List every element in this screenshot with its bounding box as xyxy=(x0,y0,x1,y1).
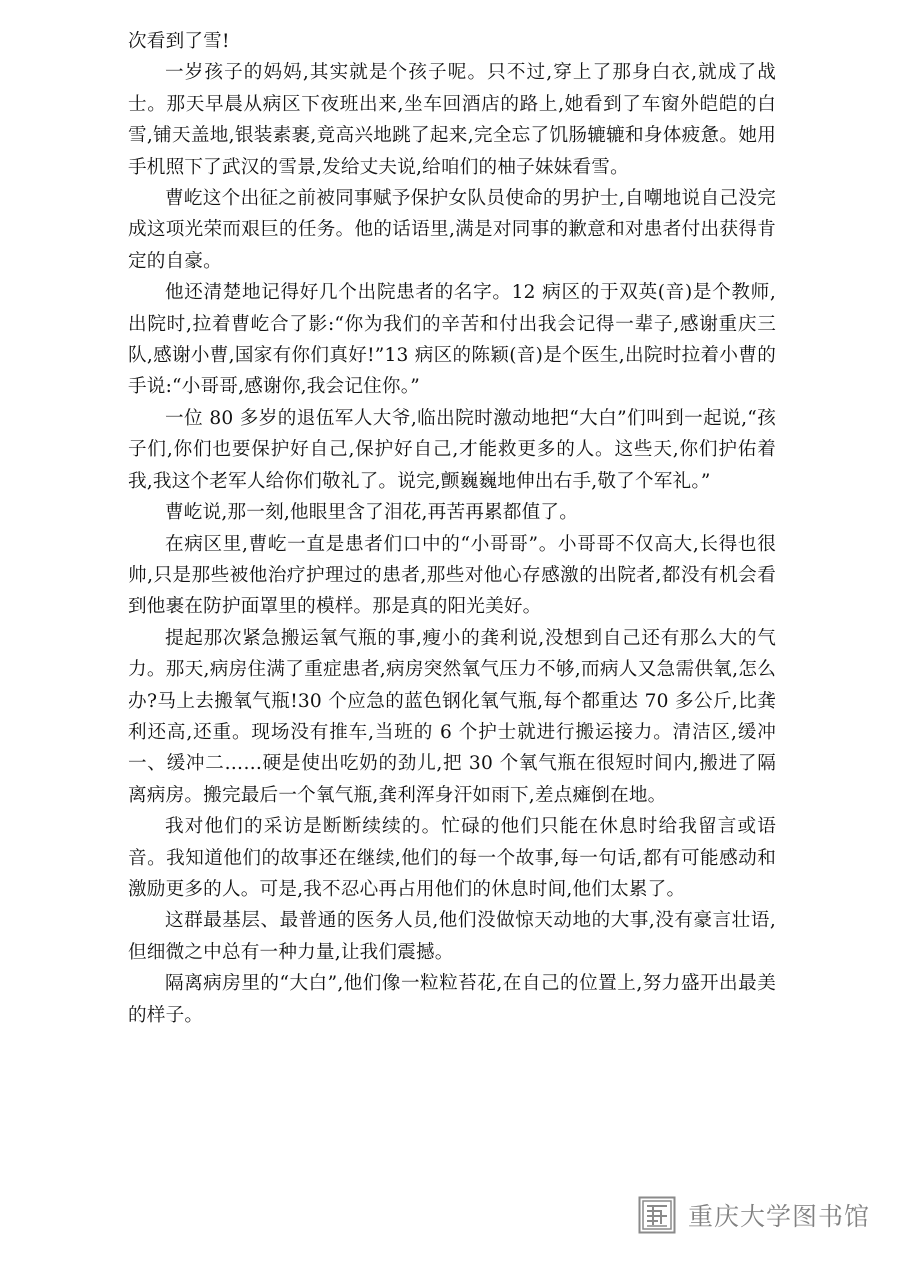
paragraph: 隔离病房里的“大白”,他们像一粒粒苔花,在自己的位置上,努力盛开出最美的样子。 xyxy=(128,973,776,1026)
paragraph: 一位 80 多岁的退伍军人大爷,临出院时激动地把“大白”们叫到一起说,“孩子们,你们也要保护好自己,保护好自己,才能救更多的人。这些天,你们护佑着我,我这个老军人给你们敬礼了。说完,颤巍巍地伸出右手,敬了个军礼。” xyxy=(128,407,776,492)
library-watermark xyxy=(638,1193,870,1237)
paragraph: 提起那次紧急搬运氧气瓶的事,瘦小的龚利说,没想到自己还有那么大的气力。那天,病房住满了重症患者,病房突然氧气压力不够,而病人又急需供氧,怎么办?马上去搬氧气瓶!30 个应急的蓝色钢化氧气瓶,每个都重达 70 多公斤,比龚利还高,还重。现场没有推车,当班的 6 个护士就进行搬运接力。清洁区,缓冲一、缓冲二……硬是使出吃奶的劲儿,把 30 个氧气瓶在很短时间内,搬进了隔离病房。搬完最后一个氧气瓶,龚利浑身汗如雨下,差点瘫倒在地。 xyxy=(128,627,776,806)
paragraph: 曹屹说,那一刻,他眼里含了泪花,再苦再累都值了。 xyxy=(165,502,579,524)
paragraph: 他还清楚地记得好几个出院患者的名字。12 病区的于双英(音)是个教师,出院时,拉着曹屹合了影:“你为我们的辛苦和付出我会记得一辈子,感谢重庆三队,感谢小曹,国家有你们真好!”13 病区的陈颖(音)是个医生,出院时拉着小曹的手说:“小哥哥,感谢你,我会记住你。” xyxy=(128,282,776,398)
article-body xyxy=(128,26,776,1031)
paragraph: 我对他们的采访是断断续续的。忙碌的他们只能在休息时给我留言或语音。我知道他们的故事还在继续,他们的每一个故事,每一句话,都有可能感动和激励更多的人。可是,我不忍心再占用他们的休息时间,他们太累了。 xyxy=(128,816,776,900)
paragraph: 一岁孩子的妈妈,其实就是个孩子呢。只不过,穿上了那身白衣,就成了战士。那天早晨从病区下夜班出来,坐车回酒店的路上,她看到了车窗外皑皑的白雪,铺天盖地,银装素裹,竟高兴地跳了起来,完全忘了饥肠辘辘和身体疲惫。她用手机照下了武汉的雪景,发给丈夫说,给咱们的柚子妹妹看雪。 xyxy=(128,62,776,178)
library-name: 重庆大学图书馆 xyxy=(688,1202,871,1231)
paragraph: 这群最基层、最普通的医务人员,他们没做惊天动地的大事,没有豪言壮语,但细微之中总有一种力量,让我们震撼。 xyxy=(128,910,776,963)
paragraph: 次看到了雪! xyxy=(128,31,230,52)
paragraph: 曹屹这个出征之前被同事赋予保护女队员使命的男护士,自嘲地说自己没完成这项光荣而艰巨的任务。他的话语里,满是对同事的歉意和对患者付出获得肯定的自豪。 xyxy=(128,188,776,272)
paragraph: 在病区里,曹屹一直是患者们口中的“小哥哥”。小哥哥不仅高大,长得也很帅,只是那些被他治疗护理过的患者,那些对他心存感激的出院者,都没有机会看到他裹在防护面罩里的模样。那是真的阳光美好。 xyxy=(128,533,776,618)
library-seal-icon xyxy=(638,1196,676,1234)
